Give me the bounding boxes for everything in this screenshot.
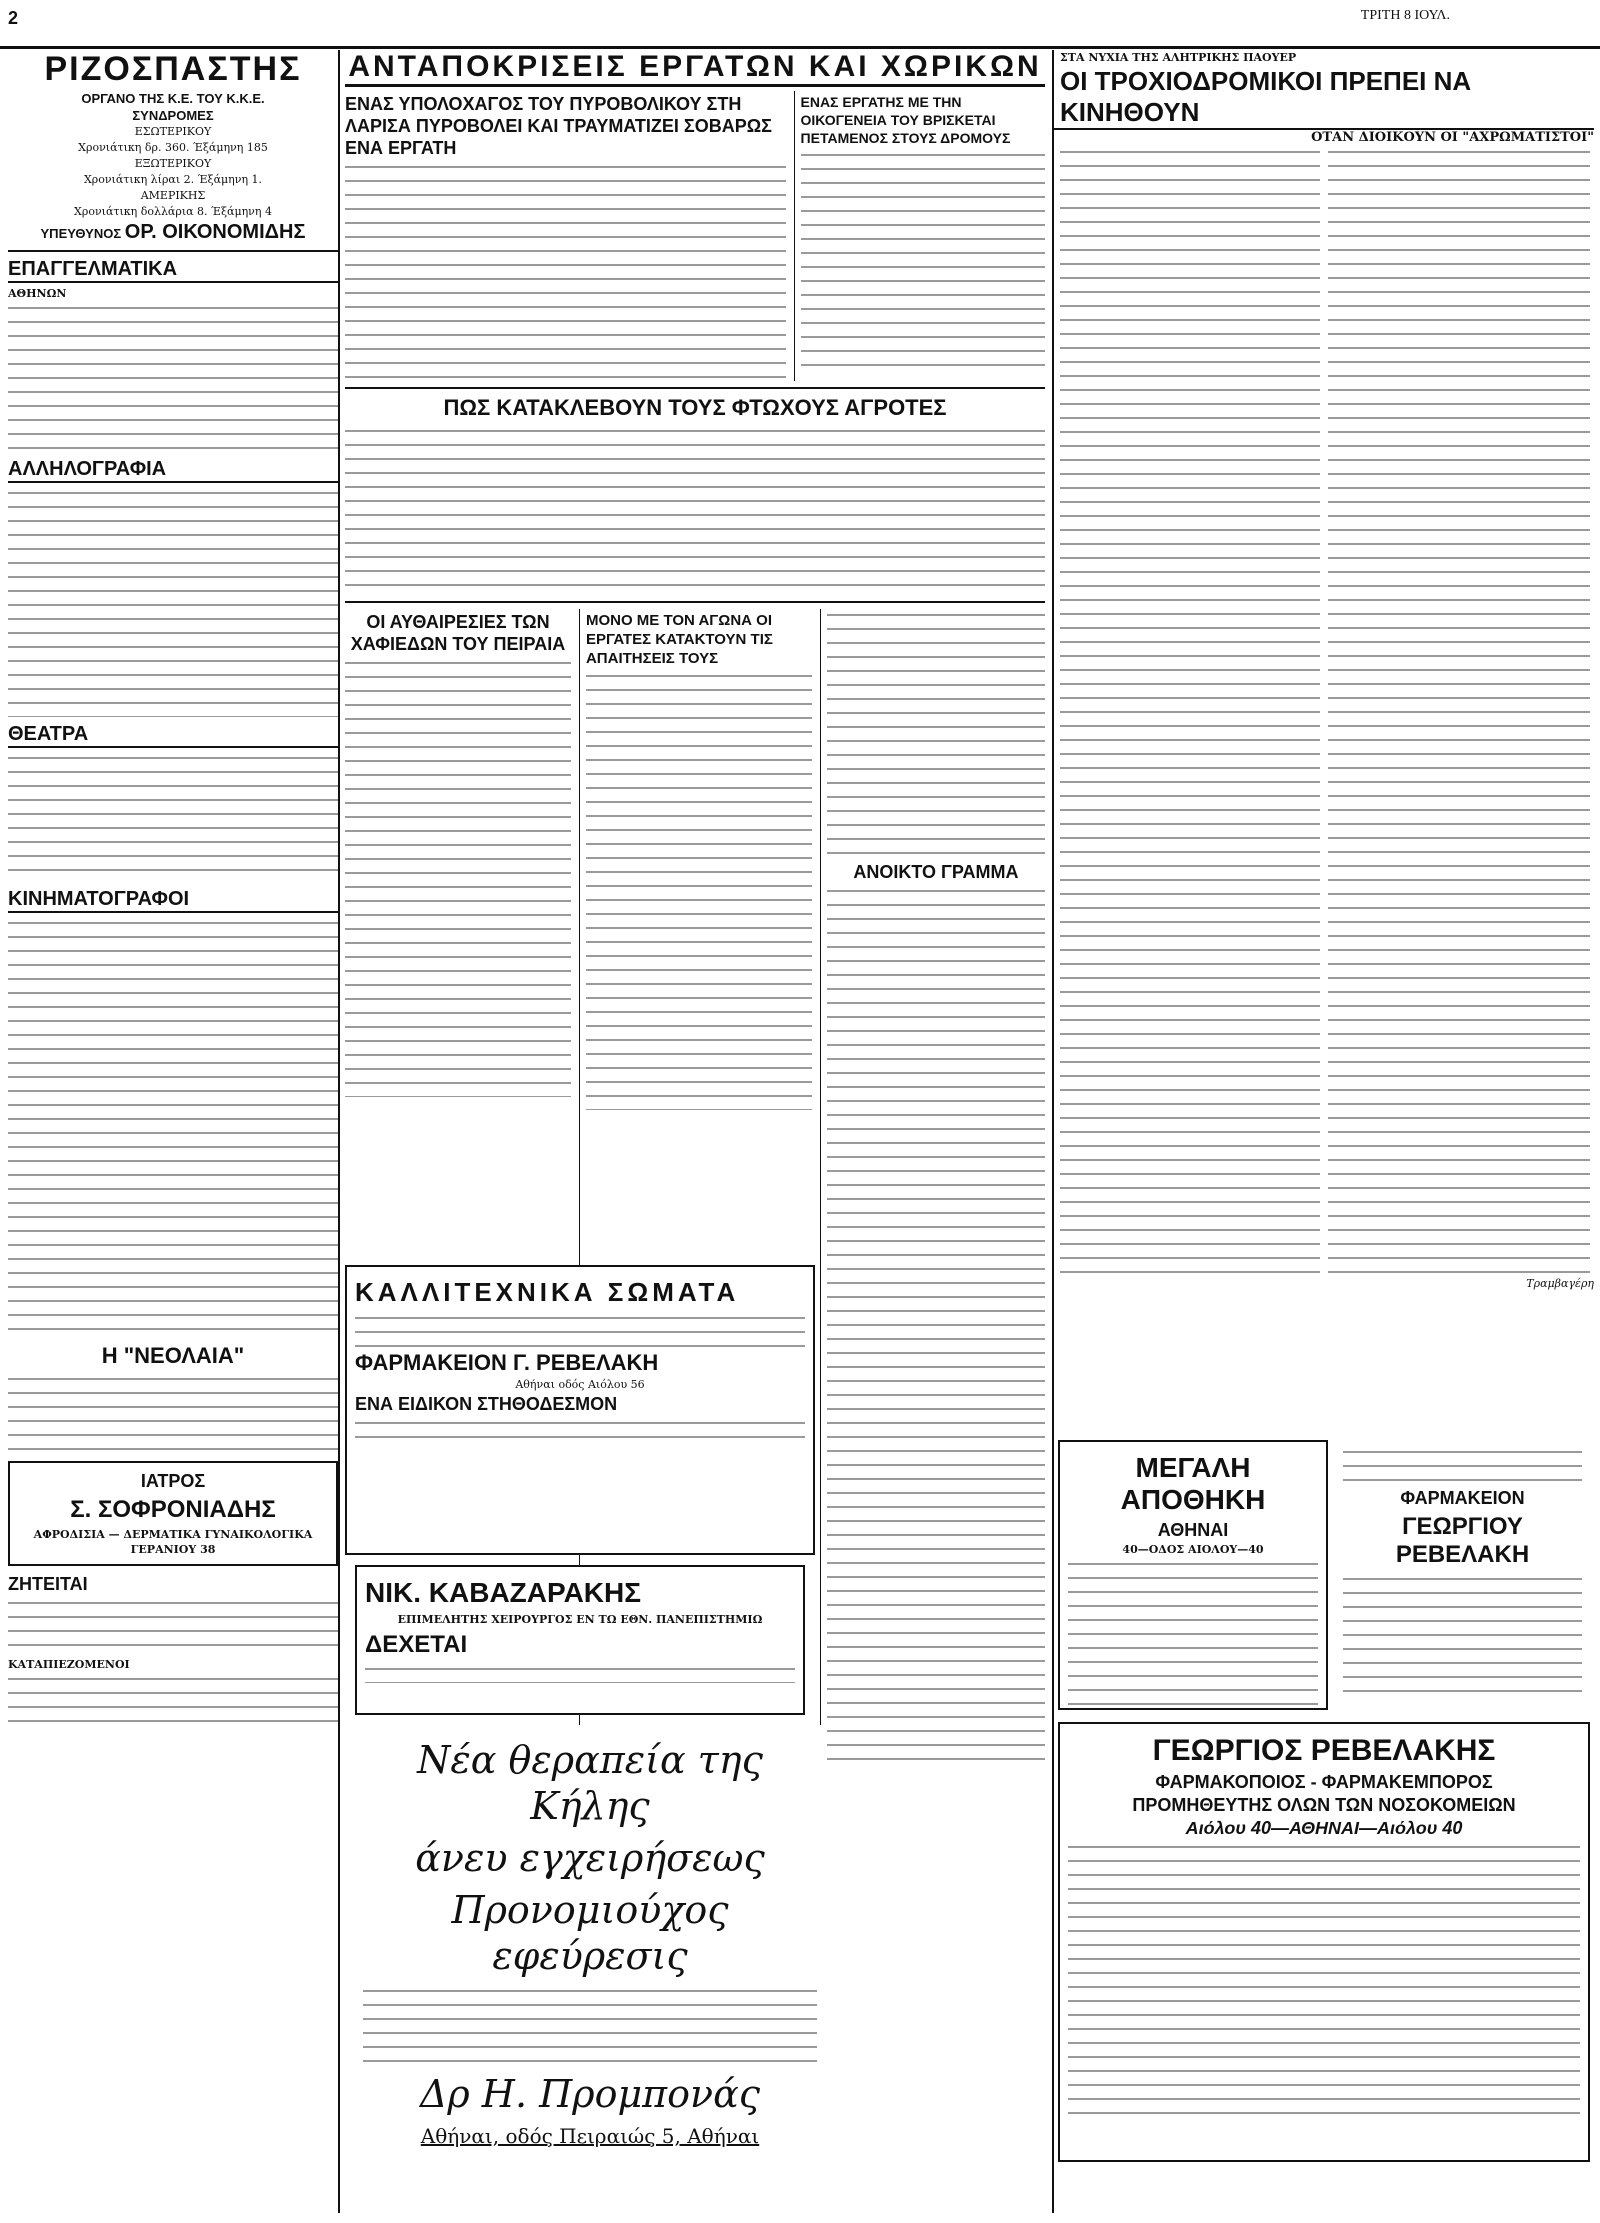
- ad-cta: ΔΕΧΕΤΑΙ: [365, 1631, 468, 1658]
- ad-text-block: [355, 1312, 805, 1348]
- story-headline: ΠΩΣ ΚΑΤΑΚΛΕΒΟΥΝ ΤΟΥΣ ΦΤΩΧΟΥΣ ΑΓΡΟΤΕΣ: [443, 395, 947, 420]
- signature: Τραμβαγέρη: [1526, 1277, 1594, 1290]
- rate-line: Χρονιάτικη δολλάρια 8. Έξάμηνη 4: [74, 205, 272, 218]
- story-headline: ΕΝΑΣ ΥΠΟΛΟΧΑΓΟΣ ΤΟΥ ΠΥΡΟΒΟΛΙΚΟΥ ΣΤΗ ΛΑΡΙΣΑ ΠΥΡΟΒΟΛΕΙ ΚΑΙ ΤΡΑΥΜΑΤΙΖΕΙ ΣΟΒΑΡΩΣ ΕΝΑ ΕΡΓΑΤΗ: [345, 94, 772, 158]
- ad-line: άνευ εγχειρήσεως: [415, 1836, 765, 1880]
- ad-text-block: [1343, 1446, 1582, 1486]
- article-text-block: [345, 657, 571, 1097]
- story-headline: ΕΝΑΣ ΕΡΓΑΤΗΣ ΜΕ ΤΗΝ ΟΙΚΟΓΕΝΕΙΑ ΤΟΥ ΒΡΙΣΚΕΤΑΙ ΠΕΤΑΜΕΝΟΣ ΣΤΟΥΣ ΔΡΟΜΟΥΣ: [800, 94, 1011, 146]
- story-headline: ΜΟΝΟ ΜΕ ΤΟΝ ΑΓΩΝΑ ΟΙ ΕΡΓΑΤΕΣ ΚΑΤΑΚΤΟΥΝ ΤΙΣ ΑΠΑΙΤΗΣΕΙΣ ΤΟΥΣ: [585, 612, 773, 667]
- wanted-heading: ΖΗΤΕΙΤΑΙ: [8, 1574, 88, 1594]
- ad-text-block: [365, 1663, 795, 1683]
- rate-line: Χρονιάτικη δρ. 360. Έξάμηνη 185: [78, 141, 268, 154]
- article-text-block: [1060, 146, 1320, 1276]
- rate-line: ΕΞΩΤΕΡΙΚΟΥ: [134, 157, 212, 170]
- ad-title: ΚΑΛΛΙΤΕΧΝΙΚΑ ΣΩΜΑΤΑ: [355, 1277, 740, 1307]
- ad-text-block: [363, 1985, 817, 2065]
- section-heading: ΚΙΝΗΜΑΤΟΓΡΑΦΟΙ: [8, 888, 338, 913]
- section-heading: ΘΕΑΤΡΑ: [8, 723, 338, 748]
- masthead-title: ΡΙΖΟΣΠΑΣΤΗΣ: [44, 50, 302, 88]
- article-text-block: [827, 885, 1045, 1765]
- top-stories: [345, 91, 1045, 381]
- article-text-block: [8, 752, 338, 882]
- ad-pharmacy-label: ΦΑΡΜΑΚΕΙΟΝ: [1400, 1488, 1525, 1508]
- ad-text-block: [355, 1417, 805, 1447]
- story-headline: ΟΙ ΑΥΘΑΙΡΕΣΙΕΣ ΤΩΝ ΧΑΦΙΕΔΩΝ ΤΟΥ ΠΕΙΡΑΙΑ: [350, 612, 566, 654]
- section-heading: ΑΛΛΗΛΟΓΡΑΦΙΑ: [8, 458, 338, 483]
- ad-doctor-name: Σ. ΣΟΦΡΟΝΙΑΔΗΣ: [70, 1496, 276, 1523]
- article-text-block: [8, 487, 338, 717]
- bottom-heading: ΚΑΤΑΠΙΕΖΟΜΕΝΟΙ: [8, 1658, 130, 1671]
- page-number: 2: [8, 8, 19, 28]
- article-text-block: [8, 1673, 338, 1733]
- editor-label: ΥΠΕΥΘΥΝΟΣ: [40, 226, 122, 241]
- left-column: [8, 50, 340, 2213]
- article-text-block: [8, 1373, 338, 1453]
- main-headline: ΟΙ ΤΡΟΧΙΟΔΡΟΜΙΚΟΙ ΠΡΕΠΕΙ ΝΑ ΚΙΝΗΘΟΥΝ: [1054, 66, 1594, 130]
- ad-pharmacy: ΦΑΡΜΑΚΕΙΟΝ Γ. ΡΕΒΕΛΑΚΗ: [355, 1350, 659, 1375]
- article-text-block: [801, 149, 1046, 369]
- deck: ΟΤΑΝ ΔΙΟΙΚΟΥΝ ΟΙ "ΑΧΡΩΜΑΤΙΣΤΟΙ": [1311, 130, 1594, 145]
- pharmacy-list-ad: [1335, 1440, 1590, 1710]
- warehouse-ad: [1058, 1440, 1328, 1710]
- section-banner: ΑΝΤΑΠΟΚΡΙΣΕΙΣ ΕΡΓΑΤΩΝ ΚΑΙ ΧΩΡΙΚΩΝ: [345, 50, 1045, 87]
- ad-address: Αιόλου 40—ΑΘΗΝΑΙ—Αιόλου 40: [1185, 1818, 1463, 1838]
- section-heading: Η "ΝΕΟΛΑΙΑ": [101, 1343, 245, 1368]
- divider: [345, 601, 1045, 603]
- ad-address: 40—ΟΔΟΣ ΑΙΟΛΟΥ—40: [1122, 1543, 1264, 1556]
- ad-address: Αθήναι, οδός Πειραιώς 5, Αθήναι: [420, 2124, 760, 2148]
- section-heading: ΕΠΑΓΓΕΛΜΑΤΙΚΑ: [8, 258, 338, 283]
- kicker: ΣΤΑ ΝΥΧΙΑ ΤΗΣ ΑΛΗΤΡΙΚΗΣ ΠΑΟΥΕΡ: [1060, 51, 1297, 64]
- rate-line: ΕΣΩΤΕΡΙΚΟΥ: [134, 125, 212, 138]
- ad-special: ΕΝΑ ΕΙΔΙΚΟΝ ΣΤΗΘΟΔΕΣΜΟΝ: [355, 1394, 618, 1414]
- masthead-subscriptions: ΣΥΝΔΡΟΜΕΣ: [132, 108, 214, 123]
- article-body: [1054, 146, 1594, 1276]
- masthead-subtitle: ΟΡΓΑΝΟ ΤΗΣ Κ.Ε. ΤΟΥ Κ.Κ.Ε.: [81, 91, 265, 106]
- article-text-block: [8, 302, 338, 452]
- ad-specialty: ΑΦΡΟΔΙΣΙΑ — ΔΕΡΜΑΤΙΚΑ ΓΥΝΑΙΚΟΛΟΓΙΚΑ: [33, 1528, 313, 1541]
- ad-line: Νέα θεραπεία της Κήλης: [417, 1738, 763, 1828]
- ad-doctor: Δρ Η. Προμπονάς: [419, 2072, 761, 2116]
- ad-text-block: [1068, 1841, 1580, 2121]
- ad-pharmacy-name: ΓΕΩΡΓΙΟΥ ΡΕΒΕΛΑΚΗ: [1395, 1513, 1530, 1568]
- ad-text-block: [1343, 1573, 1582, 1703]
- story-col: [820, 609, 1045, 1765]
- ad-line: ΠΡΟΜΗΘΕΥΤΗΣ ΟΛΩΝ ΤΩΝ ΝΟΣΟΚΟΜΕΙΩΝ: [1132, 1795, 1516, 1815]
- rate-line: Χρονιάτικη λίραι 2. Έξάμηνη 1.: [83, 173, 263, 186]
- ad-name: ΓΕΩΡΓΙΟΣ ΡΕΒΕΛΑΚΗΣ: [1152, 1734, 1496, 1767]
- city-heading: ΑΘΗΝΩΝ: [8, 287, 67, 300]
- surgeon-ad: [355, 1565, 805, 1715]
- ad-heading: ΙΑΤΡΟΣ: [140, 1471, 206, 1491]
- revelakis-ad: [1058, 1722, 1590, 2162]
- issue-date: ΤΡΙΤΗ 8 ΙΟΥΛ.: [1360, 8, 1450, 23]
- ad-surgeon-name: ΝΙΚ. ΚΑΒΑΖΑΡΑΚΗΣ: [365, 1577, 642, 1608]
- doctor-ad: [8, 1461, 338, 1566]
- article-text-block: [345, 425, 1045, 595]
- article-text-block: [345, 161, 786, 381]
- article-text-block: [586, 670, 812, 1110]
- editor-name: ΟΡ. ΟΙΚΟΝΟΜΙΔΗΣ: [124, 221, 306, 243]
- article-text-block: [1328, 146, 1590, 1276]
- divider: [345, 387, 1045, 389]
- editor-line: [8, 221, 338, 244]
- ad-city: ΑΘΗΝΑΙ: [1157, 1520, 1229, 1540]
- rate-line: ΑΜΕΡΙΚΗΣ: [140, 189, 206, 202]
- story-col: [345, 91, 786, 381]
- article-text-block: [8, 917, 338, 1337]
- story-col: [794, 91, 1046, 381]
- article-text-block: [827, 609, 1045, 859]
- ad-address: ΓΕΡΑΝΙΟΥ 38: [130, 1543, 216, 1556]
- divider: [8, 250, 338, 252]
- pharmacy-ad: [345, 1265, 815, 1555]
- article-text-block: [8, 1597, 338, 1657]
- ad-line: ΦΑΡΜΑΚΟΠΟΙΟΣ - ΦΑΡΜΑΚΕΜΠΟΡΟΣ: [1155, 1772, 1493, 1792]
- ad-line: Προνομιούχος εφεύρεσις: [451, 1888, 729, 1978]
- ad-title: ΜΕΓΑΛΗ ΑΠΟΘΗΚΗ: [1120, 1452, 1266, 1515]
- hernia-ad: [355, 1725, 825, 2205]
- ad-surgeon-title: ΕΠΙΜΕΛΗΤΗΣ ΧΕΙΡΟΥΡΓΟΣ ΕΝ ΤΩ ΕΘΝ. ΠΑΝΕΠΙΣΤΗΜΙΩ: [397, 1613, 763, 1626]
- story-headline: ΑΝΟΙΚΤΟ ΓΡΑΜΜΑ: [853, 862, 1019, 882]
- ad-text-block: [1068, 1558, 1318, 1708]
- top-bar: [0, 0, 1600, 49]
- ad-address: Αθήναι οδός Αιόλου 56: [515, 1378, 645, 1391]
